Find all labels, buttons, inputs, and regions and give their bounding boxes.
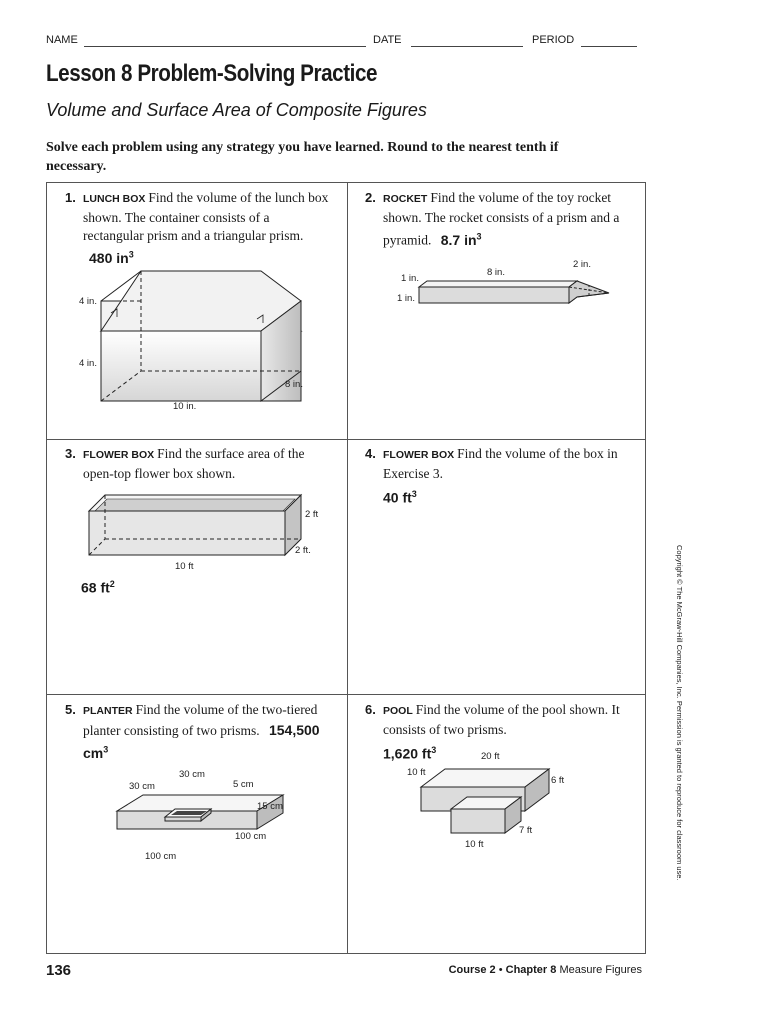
problem-keyword: FLOWER BOX — [383, 449, 455, 461]
problem-4 — [365, 445, 633, 507]
problem-keyword: ROCKET — [383, 193, 428, 205]
problem-answer: 154,500 $cm^3$ — [83, 721, 320, 761]
problem-number: 3. — [65, 446, 76, 461]
problem-text: Find the volume of the pool shown. It consists of two prisms. — [383, 702, 620, 737]
dimension-label: 10 ft — [407, 767, 426, 778]
problem-answer: 8.7 $in^3$ — [440, 231, 482, 248]
period-label: PERIOD — [532, 34, 575, 46]
name-label: NAME — [46, 34, 78, 46]
dimension-label: 100 cm — [235, 831, 267, 842]
problem-text: Find the volume of the toy rocket shown. The rocket consists of a prism and a pyramid. — [383, 190, 620, 248]
dimension-label: 4 in. — [79, 358, 97, 369]
page-number: 136 — [46, 962, 72, 979]
planter-figure — [107, 767, 327, 863]
dimension-label: 8 in. — [487, 267, 505, 278]
footer-course-info — [449, 964, 642, 976]
problem-keyword: POOL — [383, 705, 413, 717]
problem-number: 5. — [65, 702, 76, 717]
page-title: Lesson 8 Problem-Solving Practice — [46, 60, 378, 87]
rocket-figure — [389, 255, 629, 315]
dimension-label: 8 in. — [285, 379, 303, 390]
problem-keyword: FLOWER BOX — [83, 449, 155, 461]
problem-keyword: PLANTER — [83, 705, 133, 717]
date-label: DATE — [373, 34, 402, 46]
problem-answer: 480 $in^3$ — [89, 249, 134, 267]
dimension-label: 100 cm — [145, 851, 177, 862]
problem-text: Find the surface area of the open-top flower box shown. — [83, 446, 305, 481]
problem-5 — [65, 701, 333, 763]
name-line[interactable] — [84, 46, 366, 47]
problem-3 — [65, 445, 333, 483]
problem-number: 4. — [365, 446, 376, 461]
dimension-label: 10 ft — [175, 561, 194, 569]
footer-course: Course 2 — [448, 964, 496, 976]
dimension-label: 5 cm — [233, 779, 254, 790]
problem-keyword: LUNCH BOX — [83, 193, 146, 205]
problem-text: Find the volume of the two-tiered planter consisting of two prisms. — [83, 702, 318, 738]
dimension-label: 7 ft — [519, 825, 533, 836]
lunch-box-figure — [77, 265, 337, 415]
grid-divider-vertical — [347, 183, 348, 953]
dimension-label: 10 in. — [173, 401, 197, 412]
dimension-label: 10 ft — [465, 839, 484, 850]
dimension-label: 30 cm — [179, 769, 205, 780]
flower-box-figure — [77, 489, 337, 569]
grid-divider-1 — [47, 439, 645, 440]
footer-bullet: • — [498, 964, 506, 976]
footer-chapter: Chapter 8 — [505, 964, 557, 976]
page-subtitle: Volume and Surface Area of Composite Figures — [46, 100, 427, 120]
dimension-label: 2 in. — [573, 259, 591, 270]
problem-text: Find the volume of the box in Exercise 3. — [383, 446, 618, 481]
dimension-label: 2 ft. — [295, 545, 311, 556]
dimension-label: 20 ft — [481, 751, 500, 762]
grid-divider-2 — [47, 694, 645, 695]
instructions: Solve each problem using any strategy you have learned. Round to the nearest tenth if necessary. — [46, 140, 559, 174]
problem-number: 2. — [365, 190, 376, 205]
problem-answer: 68 $ft^2$ — [81, 579, 115, 596]
problem-grid — [46, 182, 646, 954]
dimension-label: 6 ft — [551, 775, 565, 786]
copyright-notice: Copyright © The McGraw-Hill Companies, Inc. Permission is granted to reproduce for classroom use. — [675, 545, 684, 881]
problem-text: Find the volume of the lunch box shown. The container consists of a rectangular prism and a triangular prism. — [83, 190, 329, 243]
dimension-label: 1 in. — [397, 293, 415, 304]
problem-number: 6. — [365, 702, 376, 717]
problem-answer: 40 $ft^3$ — [383, 489, 417, 506]
dimension-label: 4 in. — [79, 296, 97, 307]
student-info-header — [46, 34, 646, 50]
dimension-label: 2 ft — [305, 509, 319, 520]
dimension-label: 30 cm — [129, 781, 155, 792]
problem-2 — [365, 189, 633, 250]
problem-answer: 1,620 $ft^3$ — [383, 745, 437, 762]
footer-topic: Measure Figures — [559, 964, 642, 976]
date-line[interactable] — [411, 46, 523, 47]
pool-figure — [397, 747, 617, 857]
dimension-label: 15 cm — [257, 801, 283, 812]
period-line[interactable] — [581, 46, 637, 47]
dimension-label: 1 in. — [401, 273, 419, 284]
problem-number: 1. — [65, 190, 76, 205]
problem-1 — [65, 189, 333, 269]
